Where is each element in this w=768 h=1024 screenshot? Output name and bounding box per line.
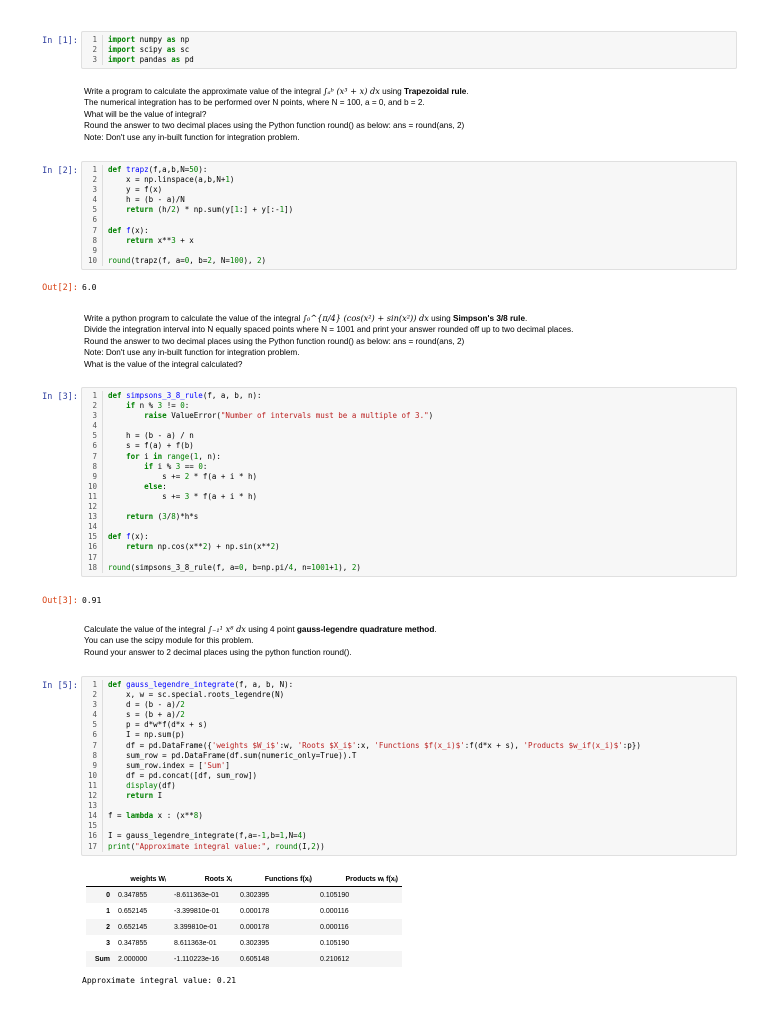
line-number: 5 [82, 205, 103, 215]
code-line[interactable] [82, 482, 736, 492]
code-text[interactable]: p = d*w*f(d*x + s) [108, 720, 208, 730]
code-text[interactable]: def f(x): [108, 532, 149, 542]
code-line[interactable] [82, 391, 736, 401]
line-number: 8 [82, 462, 103, 472]
code-line[interactable] [82, 431, 736, 441]
code-line[interactable] [82, 720, 736, 730]
markdown-line [84, 624, 437, 635]
code-line[interactable] [82, 462, 736, 472]
code-text[interactable]: df = pd.concat([df, sum_row]) [108, 770, 258, 780]
table-cell: 0.000178 [240, 907, 270, 915]
code-text[interactable]: h = (b - a) / n [108, 431, 194, 441]
markdown-cell [84, 86, 469, 143]
line-number: 3 [82, 55, 103, 65]
row-index: Sum [94, 955, 110, 963]
cell-output: 0.91 [82, 596, 102, 605]
code-line[interactable] [82, 492, 736, 502]
line-number: 14 [82, 522, 103, 532]
code-line[interactable] [82, 205, 736, 215]
code-text[interactable]: def f(x): [108, 225, 149, 235]
code-line[interactable] [82, 411, 736, 421]
line-number: 1 [82, 391, 103, 401]
md-text: . [525, 314, 528, 323]
table-row [86, 903, 402, 919]
stdout-output: Approximate integral value: 0.21 [82, 976, 237, 985]
line-number: 7 [82, 452, 103, 462]
line-number: 4 [82, 195, 103, 205]
md-text: Write a python program to calculate the value of the integral [84, 314, 303, 323]
line-number: 4 [82, 710, 103, 720]
integral-expression: ∫₋₁¹ x⁸ dx [207, 624, 246, 634]
line-number: 5 [82, 431, 103, 441]
line-number: 13 [82, 512, 103, 522]
code-line[interactable] [82, 195, 736, 205]
markdown-line: What will be the value of integral? [84, 109, 207, 119]
code-line[interactable] [82, 801, 736, 811]
code-text[interactable]: round(simpsons_3_8_rule(f, a=0, b=np.pi/4, n=1001+1), 2) [108, 562, 361, 572]
table-cell: 0.652145 [118, 907, 148, 915]
column-header: Functions f(xᵢ) [264, 875, 312, 883]
markdown-cell [84, 624, 437, 658]
code-line[interactable] [82, 542, 736, 552]
line-number: 18 [82, 563, 103, 573]
line-number: 2 [82, 401, 103, 411]
code-text[interactable]: s += 2 * f(a + i * h) [108, 471, 258, 481]
line-number: 6 [82, 215, 103, 225]
markdown-line: Divide the integration interval into N equally spaced points where N = 1001 and print your answer rounded off up to two decimal places. [84, 325, 574, 335]
line-number: 7 [82, 741, 103, 751]
column-header [86, 872, 114, 887]
code-line[interactable] [82, 502, 736, 512]
row-index: 1 [106, 907, 110, 915]
row-index: 3 [106, 939, 110, 947]
code-text[interactable]: h = (b - a)/N [108, 195, 185, 205]
line-number: 15 [82, 532, 103, 542]
code-line[interactable] [82, 522, 736, 532]
code-text[interactable]: if i % 3 == 0: [144, 461, 208, 471]
line-number: 3 [82, 185, 103, 195]
line-number: 1 [82, 165, 103, 175]
code-text[interactable]: df = pd.DataFrame({'weights $W_i$':w, 'Roots $X_i$':x, 'Functions $f(x_i)$':f(d*x + s), 'Products $w_if(x_i)$':p}) [108, 740, 641, 750]
line-number: 11 [82, 781, 103, 791]
markdown-line [84, 86, 469, 97]
line-number: 10 [82, 482, 103, 492]
line-number: 12 [82, 791, 103, 801]
md-text: using [379, 87, 405, 96]
line-number: 17 [82, 842, 103, 852]
code-text[interactable]: def trapz(f,a,b,N=50): [108, 165, 208, 174]
code-line[interactable] [82, 563, 736, 573]
code-text[interactable]: f = lambda x : (x**8) [108, 811, 203, 821]
line-number: 11 [82, 492, 103, 502]
output-prompt: Out[2]: [42, 283, 78, 293]
table-cell: 2.000000 [118, 955, 148, 963]
line-number: 6 [82, 441, 103, 451]
table-cell: 3.399810e-01 [174, 923, 218, 931]
code-text[interactable]: y = f(x) [108, 185, 163, 195]
line-number: 10 [82, 256, 103, 266]
code-text[interactable]: s += 3 * f(a + i * h) [108, 491, 258, 501]
code-line[interactable] [82, 690, 736, 700]
code-line[interactable] [82, 553, 736, 563]
row-index: 0 [106, 891, 110, 899]
line-number: 17 [82, 553, 103, 563]
code-text[interactable]: round(trapz(f, a=0, b=2, N=100), 2) [108, 255, 267, 265]
code-line[interactable] [82, 452, 736, 462]
markdown-line: Note: Don't use any in-built function for integration problem. [84, 132, 300, 142]
md-bold: Trapezoidal rule [404, 87, 467, 96]
code-text[interactable]: s = (b + a)/2 [108, 710, 185, 720]
line-number: 2 [82, 690, 103, 700]
code-line[interactable] [82, 751, 736, 761]
code-text[interactable]: sum_row = pd.DataFrame(df.sum(numeric_only=True)).T [108, 750, 357, 760]
code-line[interactable] [82, 821, 736, 831]
code-line[interactable] [82, 781, 736, 791]
line-number: 4 [82, 421, 103, 431]
table-cell: 0.302395 [240, 891, 270, 899]
code-line[interactable] [82, 512, 736, 522]
table-cell: 0.000116 [320, 907, 349, 915]
code-line[interactable] [82, 421, 736, 431]
code-line[interactable] [82, 710, 736, 720]
table-cell: -8.611363e-01 [174, 891, 220, 899]
column-header: Roots Xᵢ [204, 875, 232, 883]
markdown-cell [84, 313, 573, 370]
table-cell: 0.210612 [320, 955, 350, 963]
code-line[interactable] [82, 45, 736, 55]
table-header-row [86, 872, 402, 887]
code-line[interactable] [82, 401, 736, 411]
table-row [86, 919, 402, 935]
code-line[interactable] [82, 441, 736, 451]
code-line[interactable] [82, 842, 736, 852]
column-header: weights Wᵢ [130, 875, 166, 883]
code-line[interactable] [82, 700, 736, 710]
code-cell[interactable] [81, 31, 737, 69]
code-line[interactable] [82, 256, 736, 266]
code-text[interactable]: def simpsons_3_8_rule(f, a, b, n): [108, 391, 262, 400]
cell-prompt: In [3]: [42, 392, 78, 402]
line-number: 3 [82, 411, 103, 421]
cell-prompt: In [5]: [42, 681, 78, 691]
md-text: Write a program to calculate the approximate value of the integral [84, 87, 324, 96]
md-bold: Simpson's 3/8 rule [452, 314, 526, 323]
code-text[interactable]: return x**3 + x [126, 235, 194, 245]
line-number: 9 [82, 246, 103, 256]
code-text[interactable]: d = (b - a)/2 [108, 700, 185, 710]
line-number: 1 [82, 680, 103, 690]
cell-prompt: In [1]: [42, 36, 78, 46]
table-cell: 8.611363e-01 [174, 939, 217, 947]
integral-expression: ∫ₐᵇ (x³ + x) dx [323, 86, 380, 96]
table-cell: -3.399810e-01 [174, 907, 220, 915]
code-text[interactable]: def gauss_legendre_integrate(f, a, b, N): [108, 680, 294, 689]
output-prompt: Out[3]: [42, 596, 78, 606]
dataframe-output [86, 872, 402, 967]
line-number: 2 [82, 175, 103, 185]
md-text: . [466, 87, 469, 96]
md-text: using 4 point [245, 625, 297, 634]
code-line[interactable] [82, 215, 736, 225]
code-text[interactable]: return (h/2) * np.sum(y[1:] + y[:-1]) [126, 205, 294, 215]
column-header: Products wᵢ f(xᵢ) [345, 875, 398, 883]
code-line[interactable] [82, 185, 736, 195]
code-text[interactable]: raise ValueError("Number of intervals must be a multiple of 3.") [144, 411, 434, 421]
code-text[interactable]: display(df) [126, 780, 176, 790]
table-cell: 0.652145 [118, 923, 148, 931]
table-cell: 0.105190 [320, 939, 350, 947]
code-text[interactable]: s = f(a) + f(b) [108, 441, 194, 451]
table-cell: 0.000178 [240, 923, 270, 931]
table-cell: 0.347855 [118, 939, 148, 947]
code-line[interactable] [82, 35, 736, 45]
line-number: 5 [82, 720, 103, 730]
md-bold: gauss-legendre quadrature method [296, 625, 435, 634]
code-text[interactable]: return I [126, 791, 163, 801]
code-line[interactable] [82, 55, 736, 65]
code-text[interactable]: return (3/8)*h*s [126, 512, 199, 522]
md-text: Calculate the value of the integral [84, 625, 208, 634]
code-text[interactable]: if n % 3 != 0: [126, 401, 190, 411]
table-row [86, 951, 402, 967]
code-text[interactable]: I = gauss_legendre_integrate(f,a=-1,b=1,N=4) [108, 831, 307, 841]
code-text[interactable]: print("Approximate integral value:", round(I,2)) [108, 841, 325, 851]
code-line[interactable] [82, 730, 736, 740]
code-text[interactable]: for i in range(1, n): [126, 451, 221, 461]
line-number: 15 [82, 821, 103, 831]
table-cell: 0.605148 [240, 955, 270, 963]
code-cell[interactable] [81, 387, 737, 577]
table-row [86, 935, 402, 951]
table-cell: 0.347855 [118, 891, 148, 899]
cell-prompt: In [2]: [42, 166, 78, 176]
code-line[interactable] [82, 226, 736, 236]
line-number: 3 [82, 700, 103, 710]
code-line[interactable] [82, 175, 736, 185]
table-row [86, 887, 402, 904]
code-text[interactable]: sum_row.index = ['Sum'] [108, 760, 230, 770]
code-text[interactable]: x = np.linspace(a,b,N+1) [108, 175, 235, 185]
line-number: 2 [82, 45, 103, 55]
markdown-line: What is the value of the integral calculated? [84, 359, 243, 369]
line-number: 9 [82, 761, 103, 771]
line-number: 12 [82, 502, 103, 512]
code-line[interactable] [82, 246, 736, 256]
code-line[interactable] [82, 236, 736, 246]
markdown-line: You can use the scipy module for this problem. [84, 636, 254, 646]
markdown-line [84, 313, 573, 324]
code-text[interactable]: return np.cos(x**2) + np.sin(x**2) [126, 542, 280, 552]
line-number: 16 [82, 542, 103, 552]
code-cell[interactable] [81, 161, 737, 270]
code-text[interactable]: import scipy as sc [108, 45, 190, 55]
code-text[interactable]: x, w = sc.special.roots_legendre(N) [108, 690, 285, 700]
md-text: . [434, 625, 437, 634]
line-number: 7 [82, 226, 103, 236]
code-line[interactable] [82, 771, 736, 781]
line-number: 8 [82, 751, 103, 761]
code-line[interactable] [82, 472, 736, 482]
line-number: 14 [82, 811, 103, 821]
table-cell: -1.110223e-16 [174, 955, 220, 963]
code-text[interactable]: else: [144, 481, 167, 491]
code-text[interactable]: I = np.sum(p) [108, 730, 185, 740]
table-cell: 0.105190 [320, 891, 350, 899]
code-text[interactable]: import pandas as pd [108, 55, 194, 65]
markdown-line: Round your answer to 2 decimal places using the python function round(). [84, 647, 352, 657]
markdown-line: The numerical integration has to be performed over N points, where N = 100, a = 0, and b = 2. [84, 98, 425, 108]
code-line[interactable] [82, 791, 736, 801]
line-number: 10 [82, 771, 103, 781]
code-line[interactable] [82, 761, 736, 771]
integral-expression: ∫₀^{π/4} (cos(x²) + sin(x²)) dx [302, 313, 429, 323]
line-number: 1 [82, 35, 103, 45]
code-line[interactable] [82, 165, 736, 175]
markdown-line: Round the answer to two decimal places using the Python function round() as below: ans = round(ans, 2) [84, 121, 465, 131]
line-number: 6 [82, 730, 103, 740]
line-number: 8 [82, 236, 103, 246]
code-line[interactable] [82, 680, 736, 690]
line-number: 16 [82, 831, 103, 841]
line-number: 9 [82, 472, 103, 482]
table-cell: 0.302395 [240, 939, 270, 947]
code-cell[interactable] [81, 676, 737, 856]
row-index: 2 [106, 923, 110, 931]
code-text[interactable]: import numpy as np [108, 35, 190, 44]
code-line[interactable] [82, 831, 736, 841]
md-text: using [428, 314, 453, 323]
markdown-line: Round the answer to two decimal places using the Python function round() as below: ans = round(ans, 2) [84, 336, 465, 346]
markdown-line: Note: Don't use any in-built function for integration problem. [84, 348, 300, 358]
code-line[interactable] [82, 532, 736, 542]
code-line[interactable] [82, 741, 736, 751]
cell-output: 6.0 [82, 283, 97, 292]
line-number: 13 [82, 801, 103, 811]
table-cell: 0.000116 [320, 923, 349, 931]
code-line[interactable] [82, 811, 736, 821]
